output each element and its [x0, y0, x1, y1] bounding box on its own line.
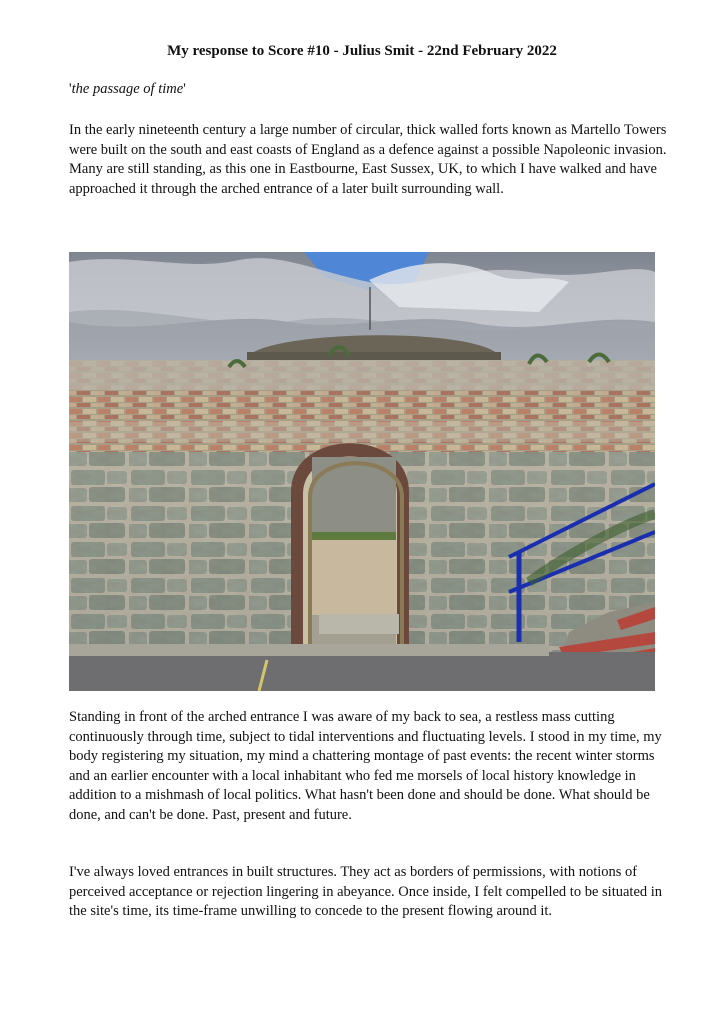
quote-text: the passage of time: [71, 81, 184, 97]
martello-tower-archway-photo: [69, 252, 655, 691]
entrance-paragraph: Standing in front of the arched entrance I was aware of my back to sea, a restless mass cutting continuously through time, subject to tidal interventions and fluctuating levels. I stood in my time, my body registering my situation, my mind a chattering montage of past events: the recent winter storms and an earlier encounter with a local inhabitant who fed me morsels of local history knowledge in addition to a mishmash of local politics. What hasn't been done and should be done. What should be done, and can't be done. Past, present and future.: [69, 709, 662, 823]
intro-paragraph: In the early nineteenth century a large number of circular, thick walled forts known as Martello Towers were built on the south and east coasts of England as a defence against a possible Napoleonic invasion. Many are still standing, as this one in Eastbourne, East Sussex, UK, to which I have walked and have approached it through the arched entrance of a later built surrounding wall.: [69, 122, 667, 197]
quote-open: ': [69, 81, 72, 97]
quote-subtitle: [69, 80, 186, 99]
closing-paragraph: I've always loved entrances in built structures. They act as borders of permissions, with notions of perceived acceptance or rejection lingering in abeyance. Once inside, I felt compelled to be situated in the site's time, its time-frame unwilling to concede to the present flowing around it.: [69, 864, 663, 919]
page-title: My response to Score #10 - Julius Smit - 22nd February 2022: [167, 43, 557, 59]
quote-close: ': [183, 81, 186, 97]
